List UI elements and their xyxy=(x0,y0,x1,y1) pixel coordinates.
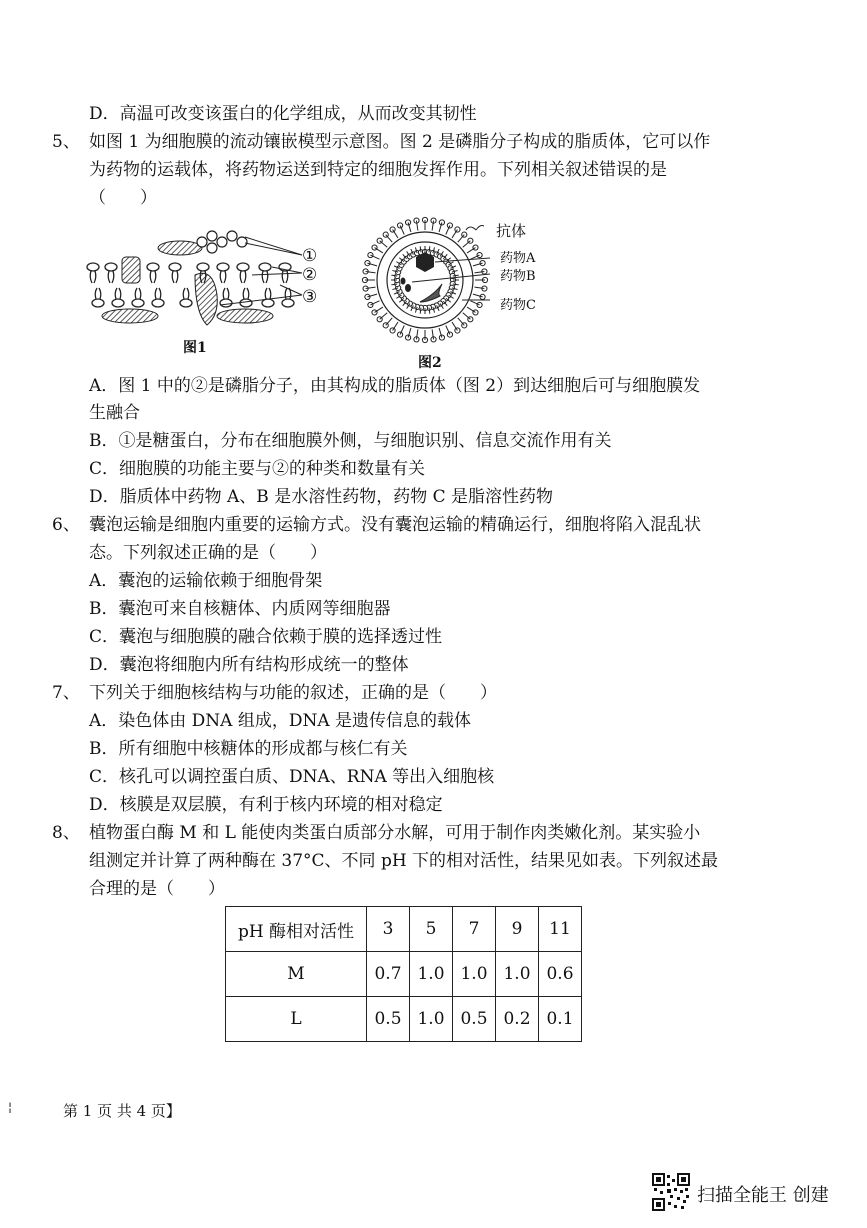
table-header-row xyxy=(226,907,582,952)
q8-stem-line3: 合理的是（ ） xyxy=(89,879,225,899)
q8-stem-line2: 组测定并计算了两种酶在 37°C、不同 pH 下的相对活性，结果见如表。下列叙述最 xyxy=(89,851,719,871)
figure2-liposome-diagram xyxy=(350,210,500,350)
figure2-label-drug-a: 药物A xyxy=(500,251,536,266)
q6-stem-line1: 囊泡运输是细胞内重要的运输方式。没有囊泡运输的精确运行，细胞将陷入混乱状 xyxy=(89,515,701,535)
q6-option-c: C．囊泡与细胞膜的融合依赖于膜的选择透过性 xyxy=(89,627,443,647)
figure2-label-drug-c: 药物C xyxy=(500,298,536,313)
q7-number: 7、 xyxy=(52,683,80,703)
table-cell: 0.7 xyxy=(367,952,410,997)
q6-stem-line2: 态。下列叙述正确的是（ ） xyxy=(89,543,327,563)
q5-stem-line2: 为药物的运载体，将药物运送到特定的细胞发挥作用。下列相关叙述错误的是 xyxy=(89,160,667,180)
q6-option-a: A．囊泡的运输依赖于细胞骨架 xyxy=(89,571,323,591)
table-row-name: M xyxy=(226,952,367,997)
q7-stem: 下列关于细胞核结构与功能的叙述，正确的是（ ） xyxy=(89,683,497,703)
q6-option-b: B．囊泡可来自核糖体、内质网等细胞器 xyxy=(89,599,391,619)
figure1-membrane-diagram xyxy=(80,215,330,330)
figure1-label-3: ③ xyxy=(302,287,318,307)
q5-option-a-line2: 生融合 xyxy=(89,403,140,423)
q5-option-b: B．①是糖蛋白，分布在细胞膜外侧，与细胞识别、信息交流作用有关 xyxy=(89,431,612,451)
q6-option-d: D．囊泡将细胞内所有结构形成统一的整体 xyxy=(89,655,409,675)
table-col-header: 3 xyxy=(367,907,410,952)
table-row xyxy=(226,997,582,1042)
q5-option-c: C．细胞膜的功能主要与②的种类和数量有关 xyxy=(89,459,426,479)
table-cell: 1.0 xyxy=(410,952,453,997)
q8-number: 8、 xyxy=(52,823,80,843)
table-row-name: L xyxy=(226,997,367,1042)
table-col-header: 9 xyxy=(496,907,539,952)
q8-stem-line1: 植物蛋白酶 M 和 L 能使肉类蛋白质部分水解，可用于制作肉类嫩化剂。某实验小 xyxy=(89,823,701,843)
table-cell: 0.1 xyxy=(539,997,582,1042)
table-cell: 0.5 xyxy=(367,997,410,1042)
table-col-header: 5 xyxy=(410,907,453,952)
table-row xyxy=(226,952,582,997)
table-cell: 0.5 xyxy=(453,997,496,1042)
figure1-caption: 图1 xyxy=(183,340,207,356)
figure2-label-drug-b: 药物B xyxy=(500,269,536,284)
q5-number: 5、 xyxy=(52,132,80,152)
figure2-caption: 图2 xyxy=(418,355,442,371)
enzyme-activity-table xyxy=(225,906,582,1042)
scanner-watermark-text: 扫描全能王 创建 xyxy=(697,1185,829,1206)
table-cell: 0.6 xyxy=(539,952,582,997)
q4-option-d: D．高温可改变该蛋白的化学组成，从而改变其韧性 xyxy=(89,104,477,124)
qr-code-icon xyxy=(652,1173,690,1211)
q7-option-c: C．核孔可以调控蛋白质、DNA、RNA 等出入细胞核 xyxy=(89,767,495,787)
q6-number: 6、 xyxy=(52,515,80,535)
q5-answer-paren: （ ） xyxy=(89,188,157,208)
table-cell: 1.0 xyxy=(496,952,539,997)
table-col-header: 11 xyxy=(539,907,582,952)
table-col-header: 7 xyxy=(453,907,496,952)
q5-option-a-line1: A．图 1 中的②是磷脂分子，由其构成的脂质体（图 2）到达细胞后可与细胞膜发 xyxy=(89,376,701,396)
table-cell: 0.2 xyxy=(496,997,539,1042)
table-cell: 1.0 xyxy=(410,997,453,1042)
figure2-label-antibody: 抗体 xyxy=(496,222,527,240)
figure1-label-2: ② xyxy=(302,265,318,285)
q7-option-b: B．所有细胞中核糖体的形成都与核仁有关 xyxy=(89,739,408,759)
table-cell: 1.0 xyxy=(453,952,496,997)
q7-option-d: D．核膜是双层膜，有利于核内环境的相对稳定 xyxy=(89,795,443,815)
table-header-cell: pH 酶相对活性 xyxy=(226,907,367,952)
q5-option-d: D．脂质体中药物 A、B 是水溶性药物，药物 C 是脂溶性药物 xyxy=(89,487,554,507)
page-number-footer: 第 1 页 共 4 页】 xyxy=(63,1102,181,1120)
q7-option-a: A．染色体由 DNA 组成，DNA 是遗传信息的载体 xyxy=(89,711,472,731)
footer-margin-mark: ¦ xyxy=(8,1100,13,1114)
figure1-label-1: ① xyxy=(302,246,318,266)
q5-stem-line1: 如图 1 为细胞膜的流动镶嵌模型示意图。图 2 是磷脂分子构成的脂质体，它可以作 xyxy=(89,132,711,152)
